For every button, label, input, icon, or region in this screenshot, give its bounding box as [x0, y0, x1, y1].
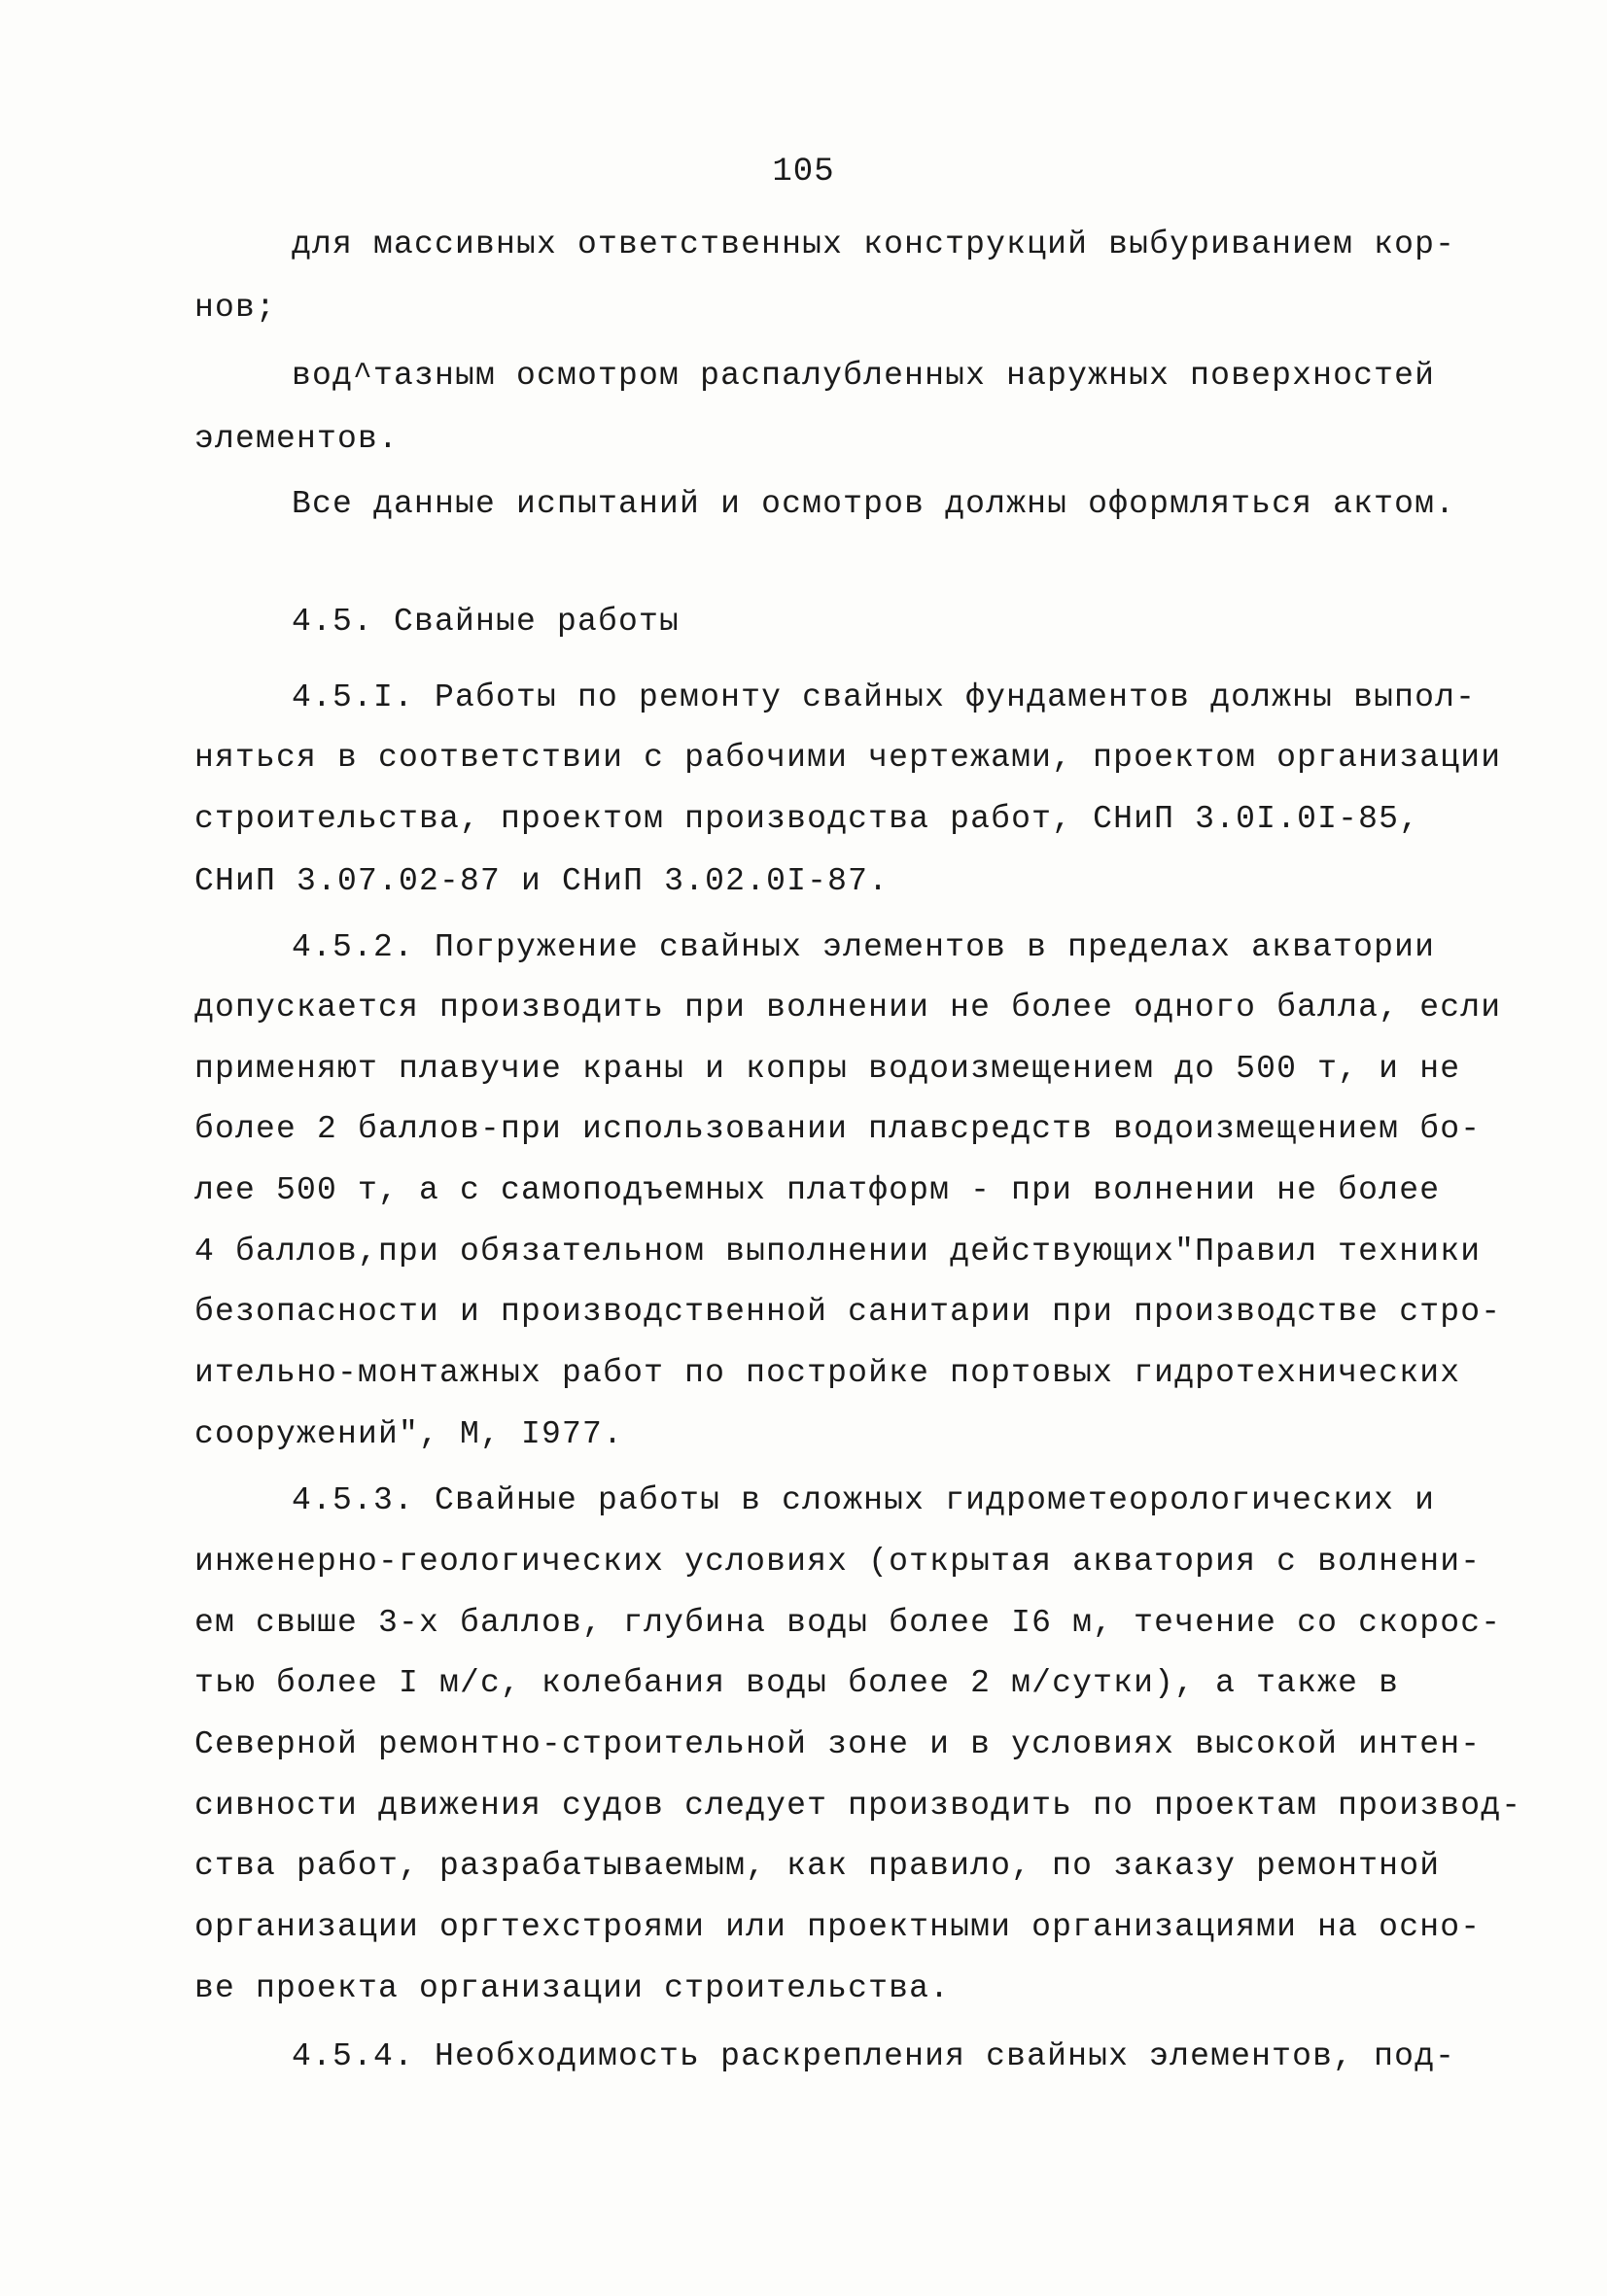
- text-line-21: инженерно-геологических условиях (открытая акватория с волнени-: [194, 1544, 1482, 1580]
- text-line-10: СНиП 3.07.02-87 и СНиП 3.02.0I-87.: [194, 863, 890, 899]
- page-number: 105: [772, 154, 835, 191]
- text-line-18: ительно-монтажных работ по постройке портовых гидротехнических: [194, 1355, 1461, 1391]
- text-line-1: для массивных ответственных конструкций выбуриванием кор-: [292, 226, 1456, 262]
- text-line-8: няться в соответствии с рабочими чертежами, проектом организации: [194, 740, 1502, 776]
- text-line-29: 4.5.4. Необходимость раскрепления свайных элементов, под-: [292, 2038, 1456, 2074]
- text-line-4: элементов.: [194, 421, 400, 457]
- text-line-25: сивности движения судов следует производить по проектам производ-: [194, 1788, 1522, 1824]
- section-heading: 4.5. Свайные работы: [292, 604, 681, 640]
- text-line-11: 4.5.2. Погружение свайных элементов в пределах акватории: [292, 929, 1436, 965]
- text-line-19: сооружений", М, I977.: [194, 1416, 624, 1452]
- text-line-17: безопасности и производственной санитарии при производстве стро-: [194, 1294, 1502, 1330]
- text-line-28: ве проекта организации строительства.: [194, 1970, 951, 2006]
- text-line-13: применяют плавучие краны и копры водоизмещением до 500 т, и не: [194, 1051, 1461, 1087]
- text-line-23: тью более I м/с, колебания воды более 2 м/сутки), а также в: [194, 1665, 1400, 1701]
- text-line-27: организации оргтехстроями или проектными организациями на осно-: [194, 1909, 1482, 1945]
- text-line-20: 4.5.3. Свайные работы в сложных гидрометеорологических и: [292, 1482, 1436, 1518]
- text-line-2: нов;: [194, 290, 277, 326]
- text-line-24: Северной ремонтно-строительной зоне и в условиях высокой интен-: [194, 1726, 1482, 1762]
- text-line-9: строительства, проектом производства работ, СНиП 3.0I.0I-85,: [194, 801, 1420, 837]
- text-line-26: ства работ, разрабатываемым, как правило, по заказу ремонтной: [194, 1848, 1441, 1884]
- text-line-7: 4.5.I. Работы по ремонту свайных фундаментов должны выпол-: [292, 679, 1477, 715]
- text-line-3: вод^тазным осмотром распалубленных наружных поверхностей: [292, 358, 1436, 394]
- text-line-16: 4 баллов,при обязательном выполнении действующих"Правил техники: [194, 1234, 1482, 1270]
- text-line-22: ем свыше 3-х баллов, глубина воды более I6 м, течение со скорос-: [194, 1605, 1502, 1641]
- text-line-5: Все данные испытаний и осмотров должны оформляться актом.: [292, 486, 1456, 522]
- text-line-12: допускается производить при волнении не более одного балла, если: [194, 990, 1502, 1026]
- text-line-15: лее 500 т, а с самоподъемных платформ - при волнении не более: [194, 1172, 1441, 1208]
- text-line-14: более 2 баллов-при использовании плавсредств водоизмещением бо-: [194, 1111, 1482, 1147]
